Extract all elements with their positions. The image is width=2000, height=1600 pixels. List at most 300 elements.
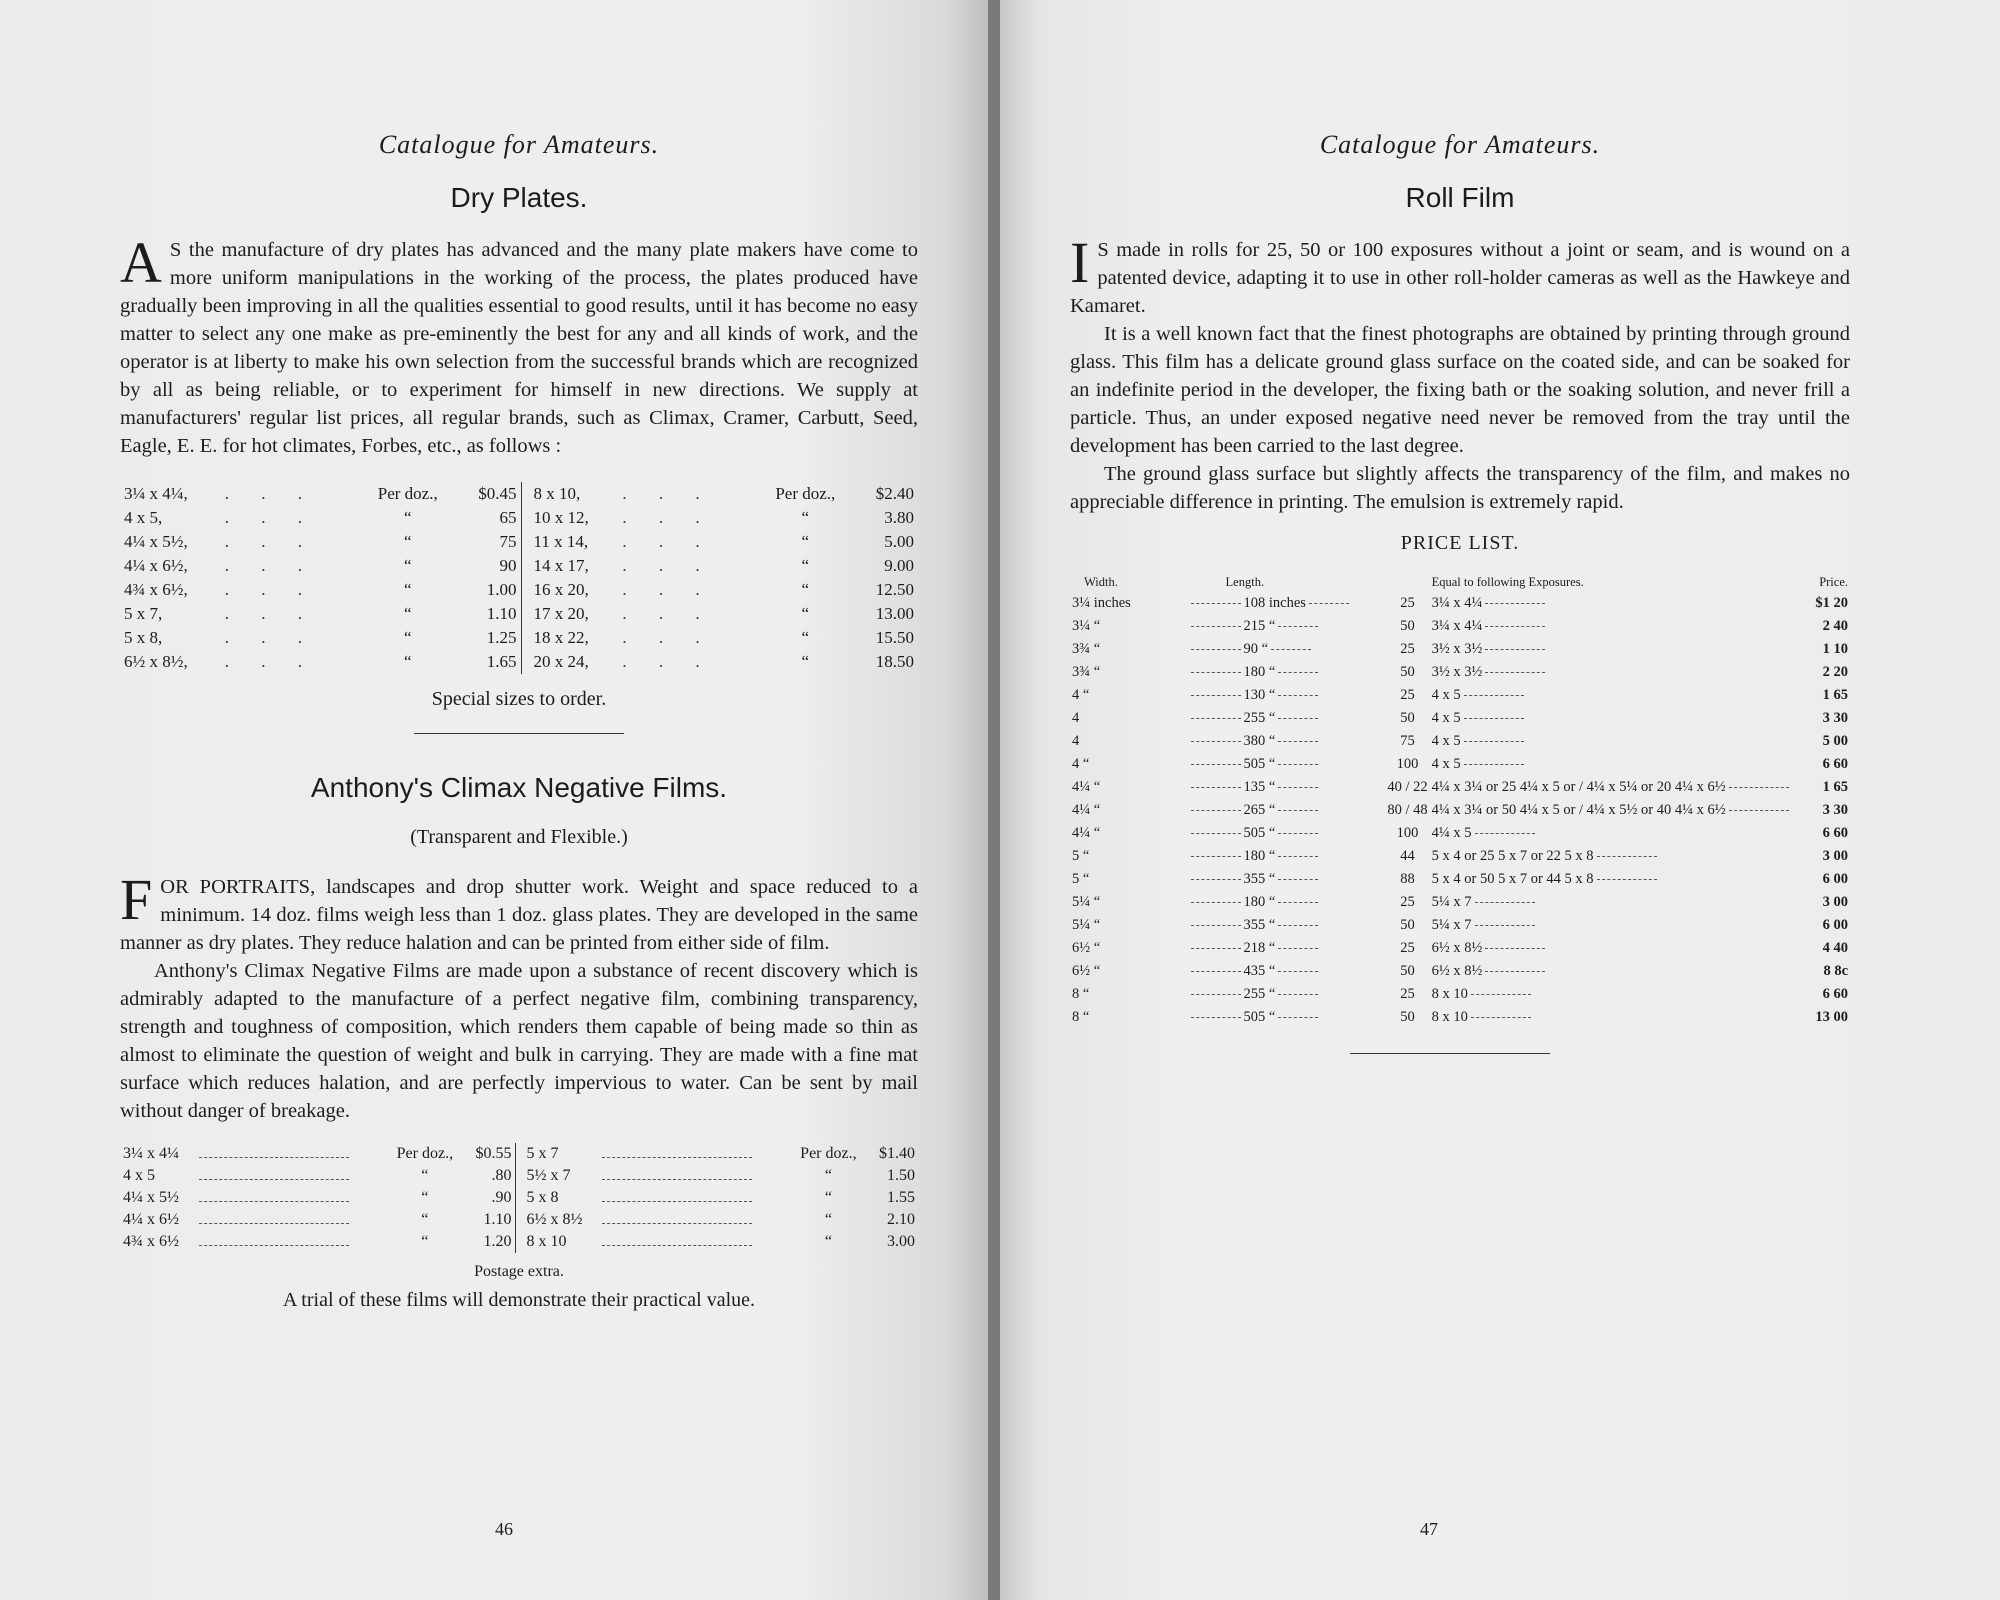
leader-cell — [599, 1143, 790, 1165]
width-cell — [1070, 661, 1186, 684]
width-cell — [1070, 822, 1186, 845]
leader-cell — [599, 1187, 790, 1209]
width-value: 5¼ “ — [1072, 917, 1101, 933]
table-row — [1070, 638, 1850, 661]
table-row — [1070, 661, 1850, 684]
width-value: 4 — [1072, 710, 1080, 726]
dash-leader — [1278, 672, 1318, 673]
column-divider — [521, 650, 530, 674]
table-row — [1070, 615, 1850, 638]
dash-leader — [1278, 718, 1318, 719]
length-value: 218 “ — [1243, 940, 1276, 956]
dash-leader — [1485, 649, 1545, 650]
dash-leader — [1278, 925, 1318, 926]
width-value: 5 “ — [1072, 848, 1090, 864]
size-cell: 3¼ x 4¼ — [123, 1145, 179, 1162]
dot-leader: . . . — [224, 628, 316, 647]
equal-value: 6½ x 8½ — [1431, 963, 1483, 979]
dash-leader — [1278, 764, 1318, 765]
climax-tagline: A trial of these films will demonstrate their practical value. — [282, 1289, 756, 1311]
price-cell: 3 00 — [1822, 894, 1848, 910]
width-cell — [1070, 868, 1186, 891]
dry-plates-text: S the manufacture of dry plates has advanced and the many plate makers have come to more uniform manipulations in the working of the process, the plates produced have gradually been improving in all the qualities essential to good results, until it has become no easy matter to select any one make as pre-eminently the best for any and all kinds of work, and the operator is at liberty to make his own selection from the successful brands which are recognized by all as being reliable, or to experiment for himself in new directions. We supply at manufacturers' regular list prices, all regular brands, such as Climax, Cramer, Carbutt, Seed, Eagle, E. E. for hot climates, Forbes, etc., as follows : — [120, 239, 918, 457]
unit-cell: “ — [403, 532, 412, 551]
dry-plates-price-table — [120, 482, 918, 674]
leader-cell — [196, 1143, 387, 1165]
table-row — [120, 578, 918, 602]
equal-value: 6½ x 8½ — [1431, 940, 1483, 956]
equal-cell — [1430, 638, 1794, 661]
table-row — [1070, 937, 1850, 960]
dash-leader — [1191, 741, 1241, 742]
dash-leader — [1464, 764, 1524, 765]
equal-value: 4 x 5 — [1431, 687, 1461, 703]
unit-cell: “ — [421, 1189, 429, 1206]
exposures-count: 75 — [1400, 733, 1415, 749]
width-cell — [1070, 615, 1186, 638]
dash-leader — [1278, 994, 1318, 995]
price-cell: 9.00 — [884, 556, 914, 575]
equal-cell — [1430, 684, 1794, 707]
exposures-count: 25 — [1400, 641, 1415, 657]
price-cell: 1.10 — [483, 1211, 512, 1228]
equal-cell — [1430, 753, 1794, 776]
unit-cell: “ — [421, 1211, 429, 1228]
table-row — [1070, 707, 1850, 730]
unit-cell: “ — [801, 652, 810, 671]
width-cell — [1070, 845, 1186, 868]
width-value: 4¼ “ — [1072, 802, 1101, 818]
size-cell: 8 x 10 — [526, 1233, 567, 1250]
price-cell: 1.65 — [486, 652, 517, 671]
exposures-count: 25 — [1400, 595, 1415, 611]
dash-leader — [1191, 672, 1241, 673]
exposures-count: 50 — [1400, 1009, 1415, 1025]
price-cell: 12.50 — [875, 580, 914, 599]
unit-cell: Per doz., — [775, 484, 836, 503]
length-value: 505 “ — [1243, 1009, 1276, 1025]
length-cell — [1186, 776, 1386, 799]
unit-cell: “ — [403, 652, 412, 671]
equal-cell — [1430, 845, 1794, 868]
length-cell — [1186, 1006, 1386, 1029]
unit-cell: “ — [421, 1233, 429, 1250]
price-cell: 8 8c — [1823, 963, 1848, 979]
price-cell: 90 — [499, 556, 517, 575]
table-row — [1070, 983, 1850, 1006]
price-cell: 3 30 — [1822, 802, 1848, 818]
roll-film-paragraph-3: The ground glass surface but slightly affects the transparency of the film, and makes no appreciable difference in printing. The emulsion is extremely rapid. — [1070, 463, 1850, 513]
table-row — [120, 1143, 918, 1165]
price-cell: 15.50 — [875, 628, 914, 647]
equal-value: 5¼ x 7 — [1431, 894, 1472, 910]
length-value: 180 “ — [1243, 848, 1276, 864]
length-cell — [1186, 845, 1386, 868]
dash-leader — [1191, 948, 1241, 949]
width-value: 3¾ “ — [1072, 641, 1101, 657]
leader-cell — [196, 1187, 387, 1209]
dash-leader — [602, 1170, 752, 1180]
exposures-count: 50 — [1400, 618, 1415, 634]
width-cell — [1070, 983, 1186, 1006]
size-cell: 5½ x 7 — [526, 1167, 571, 1184]
dash-leader — [1278, 1017, 1318, 1018]
price-cell: 13.00 — [875, 604, 914, 623]
length-value: 255 “ — [1243, 986, 1276, 1002]
unit-cell: “ — [421, 1167, 429, 1184]
width-value: 4 “ — [1072, 756, 1090, 772]
dash-leader — [1191, 925, 1241, 926]
dash-leader — [1464, 718, 1524, 719]
column-divider — [521, 578, 530, 602]
page-number: 46 — [495, 1519, 513, 1539]
dash-leader — [1278, 787, 1318, 788]
dash-leader — [1471, 994, 1531, 995]
table-row — [1070, 845, 1850, 868]
dash-leader — [1191, 695, 1241, 696]
column-divider — [515, 1209, 524, 1231]
length-value: 135 “ — [1243, 779, 1276, 795]
price-cell: $0.45 — [478, 484, 517, 503]
dash-leader — [1475, 925, 1535, 926]
dash-leader — [1278, 810, 1318, 811]
width-value: 4 “ — [1072, 687, 1090, 703]
price-cell: 1 10 — [1822, 641, 1848, 657]
price-cell: 2 20 — [1822, 664, 1848, 680]
dash-leader — [1278, 879, 1318, 880]
price-cell: 1.20 — [483, 1233, 512, 1250]
dash-leader — [1597, 879, 1657, 880]
dash-leader — [1278, 902, 1318, 903]
column-divider — [521, 482, 530, 506]
length-cell — [1186, 914, 1386, 937]
header-width: Width. — [1084, 575, 1118, 589]
price-cell: 1.00 — [486, 580, 517, 599]
dash-leader — [1271, 649, 1311, 650]
roll-film-paragraph-2: It is a well known fact that the finest photographs are obtained by printing through ground glass. This film has a delicate ground glass surface on the coated side, and can be soaked for an indefinite period in the developer, the fixing bath or the soaking solution, and never frill a particle. Thus, an under exposed negative need never be removed from the tray until the development has been carried to the last degree. — [1070, 323, 1850, 457]
equal-value: 4 x 5 — [1431, 756, 1461, 772]
table-row — [120, 1231, 918, 1253]
size-cell: 8 x 10, — [533, 484, 581, 503]
table-row — [1070, 592, 1850, 615]
unit-cell: “ — [403, 628, 412, 647]
size-cell: 4¼ x 5½, — [124, 532, 188, 551]
equal-value: 5 x 4 or 25 5 x 7 or 22 5 x 8 — [1431, 848, 1594, 864]
exposures-count: 44 — [1400, 848, 1415, 864]
equal-value: 4¼ x 5 — [1431, 825, 1472, 841]
page-number: 47 — [1420, 1519, 1438, 1539]
dot-leader: . . . — [224, 604, 316, 623]
table-row — [120, 1187, 918, 1209]
size-cell: 5 x 7, — [124, 604, 163, 623]
unit-cell: “ — [403, 580, 412, 599]
size-cell: 4¾ x 6½ — [123, 1233, 179, 1250]
size-cell: 4¾ x 6½, — [124, 580, 188, 599]
price-cell: 75 — [499, 532, 517, 551]
equal-value: 4¼ x 3¼ or 25 4¼ x 5 or / 4¼ x 5¼ or 20 4¼ x 6½ — [1431, 779, 1726, 795]
length-value: 180 “ — [1243, 894, 1276, 910]
width-cell — [1070, 638, 1186, 661]
width-cell — [1070, 592, 1186, 615]
leader-cell — [599, 1231, 790, 1253]
size-cell: 4 x 5 — [123, 1167, 155, 1184]
dot-leader: . . . — [224, 556, 316, 575]
dash-leader — [1471, 1017, 1531, 1018]
size-cell: 6½ x 8½ — [526, 1211, 583, 1228]
size-cell: 11 x 14, — [533, 532, 589, 551]
dot-leader: . . . — [224, 484, 316, 503]
dash-leader — [199, 1170, 349, 1180]
exposures-count: 25 — [1400, 940, 1415, 956]
width-cell — [1070, 937, 1186, 960]
length-value: 380 “ — [1243, 733, 1276, 749]
dash-leader — [602, 1214, 752, 1224]
dash-leader — [1475, 833, 1535, 834]
table-row — [1070, 891, 1850, 914]
dash-leader — [199, 1214, 349, 1224]
equal-value: 8 x 10 — [1431, 986, 1468, 1002]
price-cell: 6 00 — [1822, 917, 1848, 933]
exposures-count: 100 — [1396, 825, 1419, 841]
size-cell: 16 x 20, — [533, 580, 589, 599]
dash-leader — [1278, 856, 1318, 857]
length-cell — [1186, 891, 1386, 914]
exposures-count: 25 — [1400, 687, 1415, 703]
dot-leader: . . . — [622, 508, 714, 527]
table-row — [120, 506, 918, 530]
equal-cell — [1430, 707, 1794, 730]
book-gutter — [988, 0, 1000, 1600]
dropcap: A — [120, 230, 162, 295]
size-cell: 10 x 12, — [533, 508, 589, 527]
exposures-count: 50 — [1400, 710, 1415, 726]
dot-leader: . . . — [224, 508, 316, 527]
column-divider — [521, 554, 530, 578]
exposures-count: 25 — [1400, 986, 1415, 1002]
dash-leader — [1485, 971, 1545, 972]
dash-leader — [1191, 626, 1241, 627]
unit-cell: “ — [403, 508, 412, 527]
table-row — [1070, 730, 1850, 753]
dash-leader — [1485, 672, 1545, 673]
unit-cell: “ — [801, 556, 810, 575]
table-row — [120, 1209, 918, 1231]
length-cell — [1186, 615, 1386, 638]
price-cell: 1 65 — [1822, 779, 1848, 795]
price-cell: 1.50 — [887, 1167, 915, 1184]
price-cell: $1.40 — [879, 1145, 915, 1162]
length-cell — [1186, 684, 1386, 707]
price-cell: $0.55 — [475, 1145, 512, 1162]
length-value: 435 “ — [1243, 963, 1276, 979]
dot-leader: . . . — [224, 532, 316, 551]
dash-leader — [199, 1236, 349, 1246]
table-row — [120, 482, 918, 506]
postage-note: Postage extra. — [474, 1263, 564, 1280]
exposures-count: 50 — [1400, 963, 1415, 979]
width-value: 4¼ “ — [1072, 825, 1101, 841]
length-cell — [1186, 937, 1386, 960]
table-row — [1070, 868, 1850, 891]
size-cell: 20 x 24, — [533, 652, 589, 671]
dash-leader — [602, 1192, 752, 1202]
dot-leader: . . . — [622, 484, 714, 503]
dash-leader — [1278, 626, 1318, 627]
length-value: 108 inches — [1243, 595, 1306, 611]
dropcap: I — [1070, 230, 1090, 295]
exposures-count: 50 — [1400, 664, 1415, 680]
exposures-count: 88 — [1400, 871, 1415, 887]
column-divider — [515, 1165, 524, 1187]
dash-leader — [1485, 948, 1545, 949]
dash-leader — [1597, 856, 1657, 857]
leader-cell — [599, 1209, 790, 1231]
unit-cell: Per doz., — [396, 1145, 454, 1162]
dry-plates-paragraph — [120, 230, 918, 460]
equal-cell — [1430, 983, 1794, 1006]
equal-cell — [1430, 868, 1794, 891]
length-value: 355 “ — [1243, 917, 1276, 933]
size-cell: 18 x 22, — [533, 628, 589, 647]
climax-text-1: OR PORTRAITS, landscapes and drop shutter work. Weight and space reduced to a minimum. 14 doz. films weigh less than 1 doz. glass plates. They are developed in the same manner as dry plates. They reduce halation and can be printed from either side of film. — [120, 876, 918, 954]
dash-leader — [1729, 787, 1789, 788]
length-cell — [1186, 799, 1386, 822]
table-row — [1070, 914, 1850, 937]
width-cell — [1070, 730, 1186, 753]
unit-cell: “ — [824, 1211, 832, 1228]
running-head: Catalogue for Amateurs. — [378, 130, 660, 159]
section-divider — [414, 733, 624, 734]
dash-leader — [1191, 718, 1241, 719]
unit-cell: “ — [801, 532, 810, 551]
length-cell — [1186, 868, 1386, 891]
length-value: 505 “ — [1243, 825, 1276, 841]
length-cell — [1186, 592, 1386, 615]
running-head: Catalogue for Amateurs. — [1319, 130, 1601, 159]
equal-cell — [1430, 914, 1794, 937]
size-cell: 5 x 8 — [526, 1189, 559, 1206]
table-row — [1070, 960, 1850, 983]
dash-leader — [1309, 603, 1349, 604]
price-cell: 1 65 — [1822, 687, 1848, 703]
dash-leader — [1278, 833, 1318, 834]
roll-film-title: Roll Film — [1405, 182, 1515, 213]
width-value: 4¼ “ — [1072, 779, 1101, 795]
equal-cell — [1430, 776, 1794, 799]
price-cell: 65 — [499, 508, 517, 527]
length-value: 180 “ — [1243, 664, 1276, 680]
size-cell: 4¼ x 5½ — [123, 1189, 179, 1206]
equal-value: 3¼ x 4¼ — [1431, 595, 1483, 611]
dot-leader: . . . — [622, 652, 714, 671]
table-row — [120, 650, 918, 674]
length-cell — [1186, 707, 1386, 730]
width-value: 8 “ — [1072, 1009, 1090, 1025]
table-row — [120, 1165, 918, 1187]
width-value: 3¾ “ — [1072, 664, 1101, 680]
dash-leader — [1278, 695, 1318, 696]
length-cell — [1186, 661, 1386, 684]
dash-leader — [199, 1148, 349, 1158]
unit-cell: “ — [801, 604, 810, 623]
price-table-header — [1070, 573, 1850, 592]
length-cell — [1186, 983, 1386, 1006]
width-cell — [1070, 960, 1186, 983]
dash-leader — [1191, 1017, 1241, 1018]
dash-leader — [602, 1236, 752, 1246]
left-page — [0, 0, 988, 1600]
price-cell: 1.25 — [486, 628, 517, 647]
width-value: 5¼ “ — [1072, 894, 1101, 910]
unit-cell: “ — [824, 1233, 832, 1250]
price-cell: 6 60 — [1822, 756, 1848, 772]
equal-cell — [1430, 960, 1794, 983]
width-value: 3¼ “ — [1072, 618, 1101, 634]
column-divider — [515, 1143, 524, 1165]
dot-leader: . . . — [622, 532, 714, 551]
table-row — [1070, 799, 1850, 822]
equal-value: 3½ x 3½ — [1431, 641, 1483, 657]
equal-cell — [1430, 1006, 1794, 1029]
table-row — [1070, 776, 1850, 799]
price-cell: 2.10 — [887, 1211, 915, 1228]
table-row — [1070, 684, 1850, 707]
width-value: 6½ “ — [1072, 940, 1101, 956]
length-value: 215 “ — [1243, 618, 1276, 634]
size-cell: 6½ x 8½, — [124, 652, 188, 671]
column-divider — [521, 530, 530, 554]
price-list-title: PRICE LIST. — [1400, 532, 1520, 554]
dash-leader — [1464, 695, 1524, 696]
width-value: 8 “ — [1072, 986, 1090, 1002]
exposures-count: 50 — [1400, 917, 1415, 933]
column-divider — [521, 506, 530, 530]
price-cell: 1.10 — [486, 604, 517, 623]
dash-leader — [1191, 810, 1241, 811]
table-row — [120, 626, 918, 650]
length-value: 265 “ — [1243, 802, 1276, 818]
price-cell: 3.80 — [884, 508, 914, 527]
equal-value: 5¼ x 7 — [1431, 917, 1472, 933]
equal-value: 5 x 4 or 50 5 x 7 or 44 5 x 8 — [1431, 871, 1594, 887]
length-cell — [1186, 822, 1386, 845]
header-price: Price. — [1819, 575, 1848, 589]
size-cell: 4 x 5, — [124, 508, 163, 527]
dropcap: F — [120, 867, 153, 932]
column-divider — [521, 626, 530, 650]
dash-leader — [1191, 649, 1241, 650]
equal-value: 4¼ x 3¼ or 50 4¼ x 5 or / 4¼ x 5½ or 40 4¼ x 6½ — [1431, 802, 1726, 818]
table-row — [120, 602, 918, 626]
dash-leader — [1191, 902, 1241, 903]
unit-cell: “ — [824, 1189, 832, 1206]
unit-cell: “ — [824, 1167, 832, 1184]
table-row — [120, 554, 918, 578]
dot-leader: . . . — [224, 580, 316, 599]
right-page — [1000, 0, 2000, 1600]
price-cell: 3 30 — [1822, 710, 1848, 726]
equal-cell — [1430, 937, 1794, 960]
dash-leader — [1485, 603, 1545, 604]
leader-cell — [196, 1209, 387, 1231]
dash-leader — [1191, 787, 1241, 788]
climax-price-table — [120, 1143, 918, 1253]
size-cell: 3¼ x 4¼, — [124, 484, 188, 503]
exposures-count: 25 — [1400, 894, 1415, 910]
size-cell: 5 x 8, — [124, 628, 163, 647]
unit-cell: Per doz., — [377, 484, 438, 503]
dot-leader: . . . — [622, 628, 714, 647]
